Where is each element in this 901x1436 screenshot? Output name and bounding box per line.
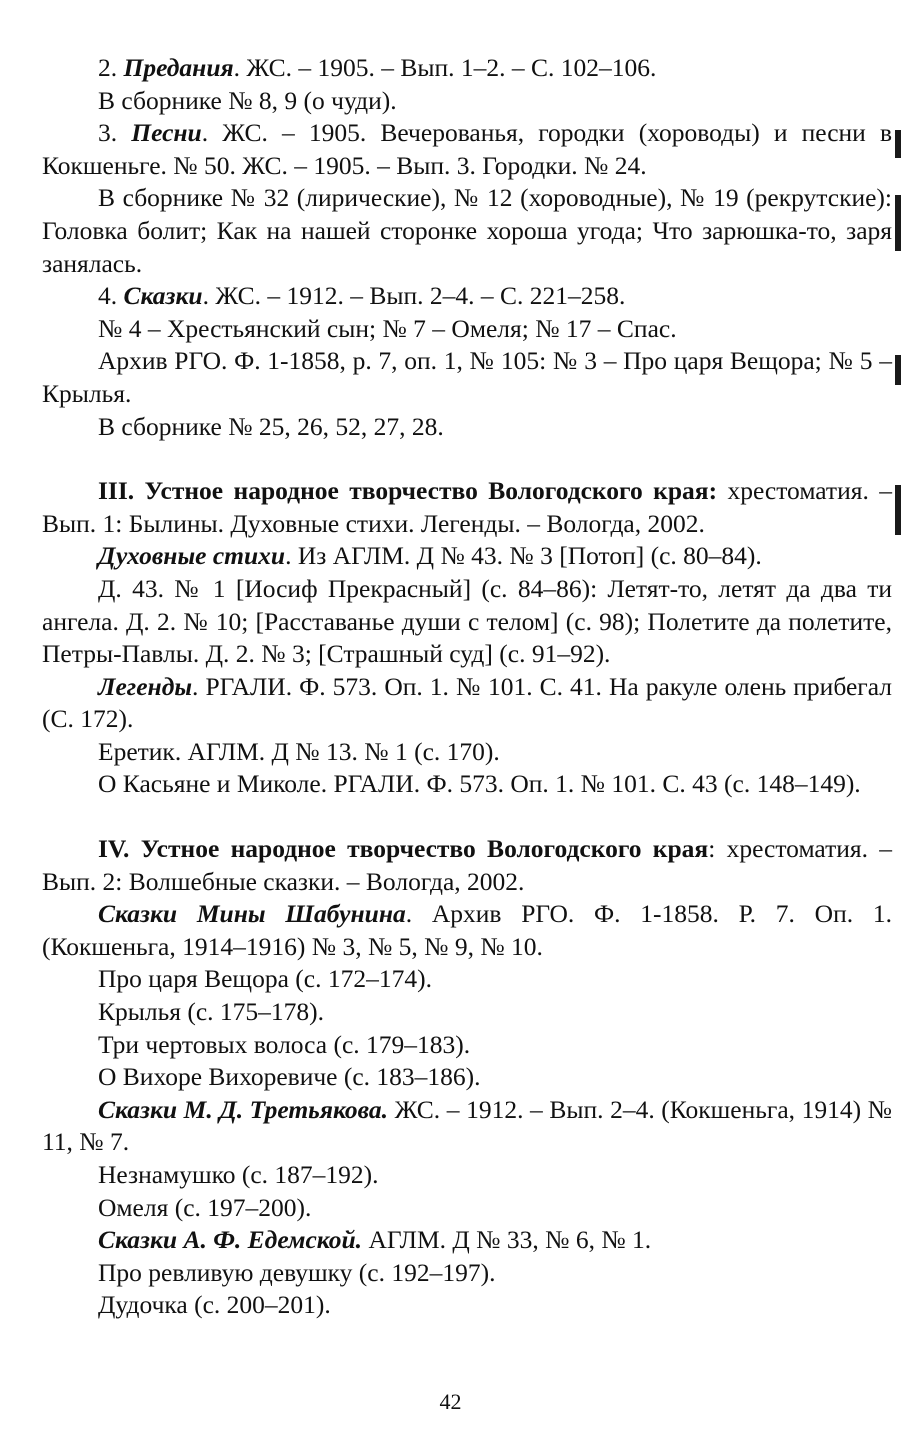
entry-note: Про ревливую девушку (с. 192–197). bbox=[98, 1257, 496, 1287]
entry-skazki-tretyakova bbox=[42, 1094, 892, 1159]
entry-text: . РГАЛИ. Ф. 573. Оп. 1. № 101. С. 41. На ракуле олень прибегал (С. 172). bbox=[42, 671, 892, 734]
entry-note: Омеля (с. 197–200). bbox=[98, 1192, 312, 1222]
section-heading-title: IV. Устное народное творчество Вологодского края bbox=[98, 834, 709, 864]
entry-note: № 4 – Хрестьянский сын; № 7 – Омеля; № 17 – Спас. bbox=[98, 313, 677, 343]
entry-skazki-shabunina bbox=[42, 898, 892, 963]
entry-text: . ЖС. – 1905. – Вып. 1–2. – С. 102–106. bbox=[233, 53, 657, 82]
entry-text: . ЖС. – 1905. Вечерованья, городки (хороводы) и песни в Кокшеньге. № 50. ЖС. – 1905. – Вып. 3. Городки. № 24. bbox=[42, 118, 892, 180]
entry-title: Предания bbox=[123, 53, 234, 82]
entry-text: . Из АГЛМ. Д № 43. № 3 [Потоп] (с. 80–84). bbox=[285, 541, 762, 571]
entry-dukhovnye-stikhi bbox=[42, 540, 892, 573]
entry-note: В сборнике № 8, 9 (о чуди). bbox=[98, 85, 397, 115]
section-heading-iii bbox=[42, 475, 892, 540]
entry-title: Сказки М. Д. Третьякова. bbox=[98, 1094, 389, 1124]
entry-text: АГЛМ. Д № 33, № 6, № 1. bbox=[362, 1225, 652, 1255]
entry-note: Крылья (с. 175–178). bbox=[98, 997, 325, 1027]
entry-note: Про царя Вещора (с. 172–174). bbox=[98, 964, 432, 994]
entry-number: 4. bbox=[98, 281, 124, 311]
entry-legendy bbox=[42, 671, 892, 736]
entry-number: 2. bbox=[98, 53, 124, 82]
entry-text: ЖС. – 1912. – Вып. 2–4. (Кокшеньга, 1914) № 11, № 7. bbox=[42, 1094, 892, 1157]
section-heading-iv bbox=[42, 833, 892, 898]
entry-title: Сказки bbox=[123, 281, 203, 311]
scan-edge-mark bbox=[895, 355, 901, 385]
entry-predaniya bbox=[42, 52, 892, 85]
entry-note: Три чертовых волоса (с. 179–183). bbox=[98, 1029, 471, 1059]
entry-note: Д. 43. № 1 [Иосиф Прекрасный] (с. 84–86): Летят-то, летят да два ти ангела. Д. 2. № 10; [Расставанье души с телом] (с. 98); Полетите да полетите, Петры-Павлы. Д. 2. № 3; [Страшный суд] (с. 91–92). bbox=[42, 573, 892, 669]
entry-pesni bbox=[42, 117, 892, 182]
entry-note: Еретик. АГЛМ. Д № 13. № 1 (с. 170). bbox=[98, 736, 500, 766]
entry-skazki bbox=[42, 280, 892, 313]
entry-number: 3. bbox=[98, 118, 132, 148]
entry-note: В сборнике № 32 (лирические), № 12 (хороводные), № 19 (рекрутские): Головка болит; Как на нашей сторонке хороша угода; Что зарюшка-то, заря занялась. bbox=[42, 183, 892, 278]
entry-text: . ЖС. – 1912. – Вып. 2–4. – С. 221–258. bbox=[202, 281, 626, 311]
entry-title: Легенды bbox=[98, 671, 193, 701]
scan-edge-mark bbox=[895, 485, 901, 535]
scan-edge-mark bbox=[895, 195, 901, 251]
entry-skazki-edemskoy bbox=[42, 1224, 892, 1257]
entry-title: Духовные стихи bbox=[98, 541, 286, 571]
entry-note: О Вихоре Вихоревиче (с. 183–186). bbox=[98, 1062, 481, 1092]
entry-title: Сказки А. Ф. Едемской. bbox=[98, 1225, 363, 1255]
entry-note: Незнамушко (с. 187–192). bbox=[98, 1160, 379, 1189]
document-body bbox=[42, 52, 892, 1322]
scan-edge-mark bbox=[895, 130, 901, 158]
entry-text: . Архив РГО. Ф. 1-1858. Р. 7. Оп. 1. (Кокшеньга, 1914–1916) № 3, № 5, № 9, № 10. bbox=[42, 899, 892, 961]
entry-note: Дудочка (с. 200–201). bbox=[98, 1290, 331, 1320]
entry-note: В сборнике № 25, 26, 52, 27, 28. bbox=[98, 411, 444, 441]
entry-note: Архив РГО. Ф. 1-1858, р. 7, оп. 1, № 105: № 3 – Про царя Вещора; № 5 – Крылья. bbox=[42, 346, 892, 408]
entry-title: Сказки Мины Шабунина bbox=[98, 899, 406, 929]
page-number: 42 bbox=[439, 1389, 462, 1414]
section-heading-text: : хрестоматия. – Вып. 2: Волшебные сказки. – Вологда, 2002. bbox=[42, 834, 892, 896]
section-heading-title: III. Устное народное творчество Вологодского края: bbox=[98, 476, 718, 506]
entry-title: Песни bbox=[131, 118, 202, 148]
entry-note: О Касьяне и Миколе. РГАЛИ. Ф. 573. Оп. 1. № 101. С. 43 (с. 148–149). bbox=[98, 769, 861, 799]
section-heading-text: хрестоматия. – Вып. 1: Былины. Духовные стихи. Легенды. – Вологда, 2002. bbox=[42, 476, 892, 538]
